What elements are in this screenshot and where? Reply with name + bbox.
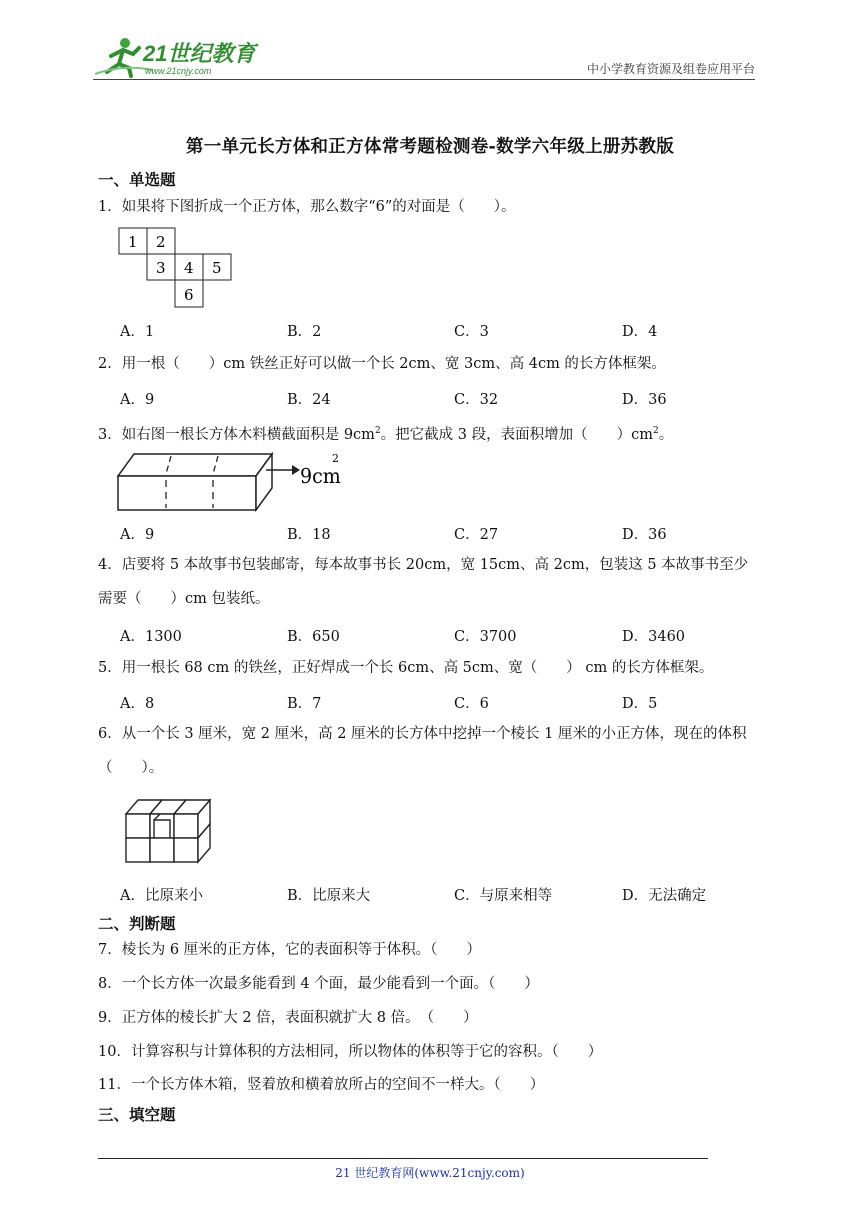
- question-2-option-a[interactable]: A．9: [120, 392, 155, 408]
- question-4-option-c[interactable]: C．3700: [454, 629, 517, 645]
- question-3-option-b[interactable]: B．18: [287, 527, 331, 543]
- question-7-text: 7．棱长为 6 厘米的正方体，它的表面积等于体积。（ ）: [98, 942, 481, 958]
- site-logo: [93, 34, 263, 80]
- question-2-option-b[interactable]: B．24: [287, 392, 331, 408]
- page-title: 第一单元长方体和正方体常考题检测卷-数学六年级上册苏教版: [185, 137, 675, 157]
- net-cell-label: 2: [156, 233, 166, 251]
- footer-divider: [98, 1158, 708, 1159]
- svg-text:21世纪教育: 21世纪教育: [143, 41, 256, 66]
- question-1-option-d[interactable]: D．4: [622, 324, 658, 340]
- question-1-option-b[interactable]: B．2: [287, 324, 322, 340]
- svg-text:www.21cnjy.com: www.21cnjy.com: [145, 66, 212, 76]
- question-9-text: 9．正方体的棱长扩大 2 倍，表面积就扩大 8 倍。 （ ）: [98, 1010, 478, 1026]
- section-heading-fill-blank: 三、填空题: [98, 1105, 176, 1124]
- net-cell-label: 4: [184, 259, 194, 277]
- question-5-option-c[interactable]: C．6: [454, 696, 489, 712]
- question-6-option-d[interactable]: D．无法确定: [622, 888, 707, 904]
- question-1-cube-net-figure: [118, 227, 232, 309]
- question-4-text: 4．店要将 5 本故事书包装邮寄，每本故事书长 20cm，宽 15cm、高 2cm，包装这 5 本故事书至少需要（ ）cm 包装纸。: [98, 557, 749, 607]
- question-1-text: 1．如果将下图折成一个正方体，那么数字“6”的对面是（ ）。: [98, 199, 516, 215]
- question-5-option-b[interactable]: B．7: [287, 696, 322, 712]
- question-2-option-c[interactable]: C．32: [454, 392, 499, 408]
- question-4-option-b[interactable]: B．650: [287, 629, 340, 645]
- net-cell-label: 3: [156, 259, 166, 277]
- question-11-text: 11．一个长方体木箱，竖着放和横着放所占的空间不一样大。（ ）: [98, 1077, 545, 1093]
- question-5-option-a[interactable]: A．8: [120, 696, 155, 712]
- svg-text:2: 2: [332, 452, 339, 465]
- question-3-option-c[interactable]: C．27: [454, 527, 499, 543]
- question-10-text: 10．计算容积与计算体积的方法相同，所以物体的体积等于它的容积。（ ）: [98, 1044, 603, 1060]
- question-6-option-a[interactable]: A．比原来小: [120, 888, 203, 904]
- question-4-option-d[interactable]: D．3460: [622, 629, 686, 645]
- net-cell-label: 5: [212, 259, 222, 277]
- svg-text:9cm: 9cm: [300, 463, 341, 489]
- question-3-timber-figure: [116, 448, 346, 514]
- question-5-text: 5．用一根长 68 cm 的铁丝，正好焊成一个长 6cm、高 5cm、宽（ ） cm 的长方体框架。: [98, 660, 714, 676]
- section-heading-true-false: 二、判断题: [98, 914, 176, 933]
- question-4-option-a[interactable]: A．1300: [120, 629, 182, 645]
- header-divider: [93, 79, 755, 80]
- question-6-option-c[interactable]: C．与原来相等: [454, 888, 553, 904]
- question-6-text: 6．从一个长 3 厘米，宽 2 厘米，高 2 厘米的长方体中挖掉一个棱长 1 厘米的小正方体，现在的体积（ ）。: [98, 726, 747, 776]
- question-2-text: 2．用一根（ ）cm 铁丝正好可以做一个长 2cm、宽 3cm、高 4cm 的长方体框架。: [98, 356, 666, 372]
- question-3-text: 3．如右图一根长方体木料横截面积是 $9cm^2$。把它截成 3 段，表面积增加（ ）$cm^2$。: [98, 426, 674, 443]
- question-3-option-a[interactable]: A．9: [120, 527, 155, 543]
- question-1-option-a[interactable]: A．1: [120, 324, 155, 340]
- question-2-option-d[interactable]: D．36: [622, 392, 667, 408]
- question-6-option-b[interactable]: B．比原来大: [287, 888, 371, 904]
- question-5-option-d[interactable]: D．5: [622, 696, 658, 712]
- question-1-option-c[interactable]: C．3: [454, 324, 489, 340]
- footer-link[interactable]: 21 世纪教育网(www.21cnjy.com): [335, 1166, 525, 1180]
- question-3-option-d[interactable]: D．36: [622, 527, 667, 543]
- section-heading-single-choice: 一、单选题: [98, 170, 176, 189]
- question-8-text: 8．一个长方体一次最多能看到 4 个面，最少能看到一个面。（ ）: [98, 976, 539, 992]
- net-cell-label: 1: [128, 233, 138, 251]
- header-platform-text: 中小学教育资源及组卷应用平台: [586, 62, 755, 76]
- question-6-cuboid-figure: [124, 798, 216, 866]
- net-cell-label: 6: [184, 286, 194, 304]
